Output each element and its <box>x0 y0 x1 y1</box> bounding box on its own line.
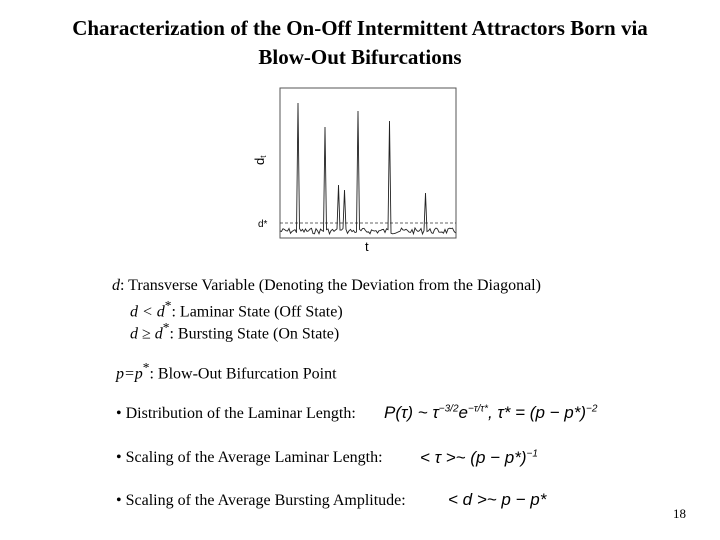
title-line-1: Characterization of the On-Off Intermittent Attractors Born via <box>72 16 648 40</box>
y-axis-label: dt <box>252 155 268 165</box>
bullet-average-bursting-amplitude: • Scaling of the Average Bursting Amplitude: <box>116 492 406 509</box>
formula-laminar-distribution: P(τ) ~ $\tau^{-3/2}e^{-\tau/\tau*}$, $\tau* = (p - p*)^{-2}$ <box>384 403 598 422</box>
threshold-label: d* <box>258 219 268 230</box>
bullet-average-laminar-length: • Scaling of the Average Laminar Length: <box>116 449 383 466</box>
definition-bursting: d ≥ d*: Bursting State (On State) <box>130 320 340 343</box>
plot-frame <box>280 88 456 238</box>
page-number: 18 <box>673 506 686 521</box>
intermittency-time-series-figure <box>250 85 460 255</box>
title-line-2: Blow-Out Bifurcations <box>258 45 462 69</box>
definition-blowout-point: p=p*: Blow-Out Bifurcation Point <box>116 360 337 383</box>
x-axis-label: t <box>365 239 369 254</box>
definition-laminar: d < d*: Laminar State (Off State) <box>130 298 343 321</box>
bullet-laminar-distribution: • Distribution of the Laminar Length: <box>116 405 356 422</box>
formula-average-bursting-amplitude: < d >~ p − p* <box>448 490 547 509</box>
definition-d: d: Transverse Variable (Denoting the Deviation from the Diagonal) <box>112 277 541 294</box>
formula-average-laminar-length: < τ >~ $(p - p*)^{-1}$ <box>420 448 538 467</box>
slide-title <box>0 14 720 72</box>
